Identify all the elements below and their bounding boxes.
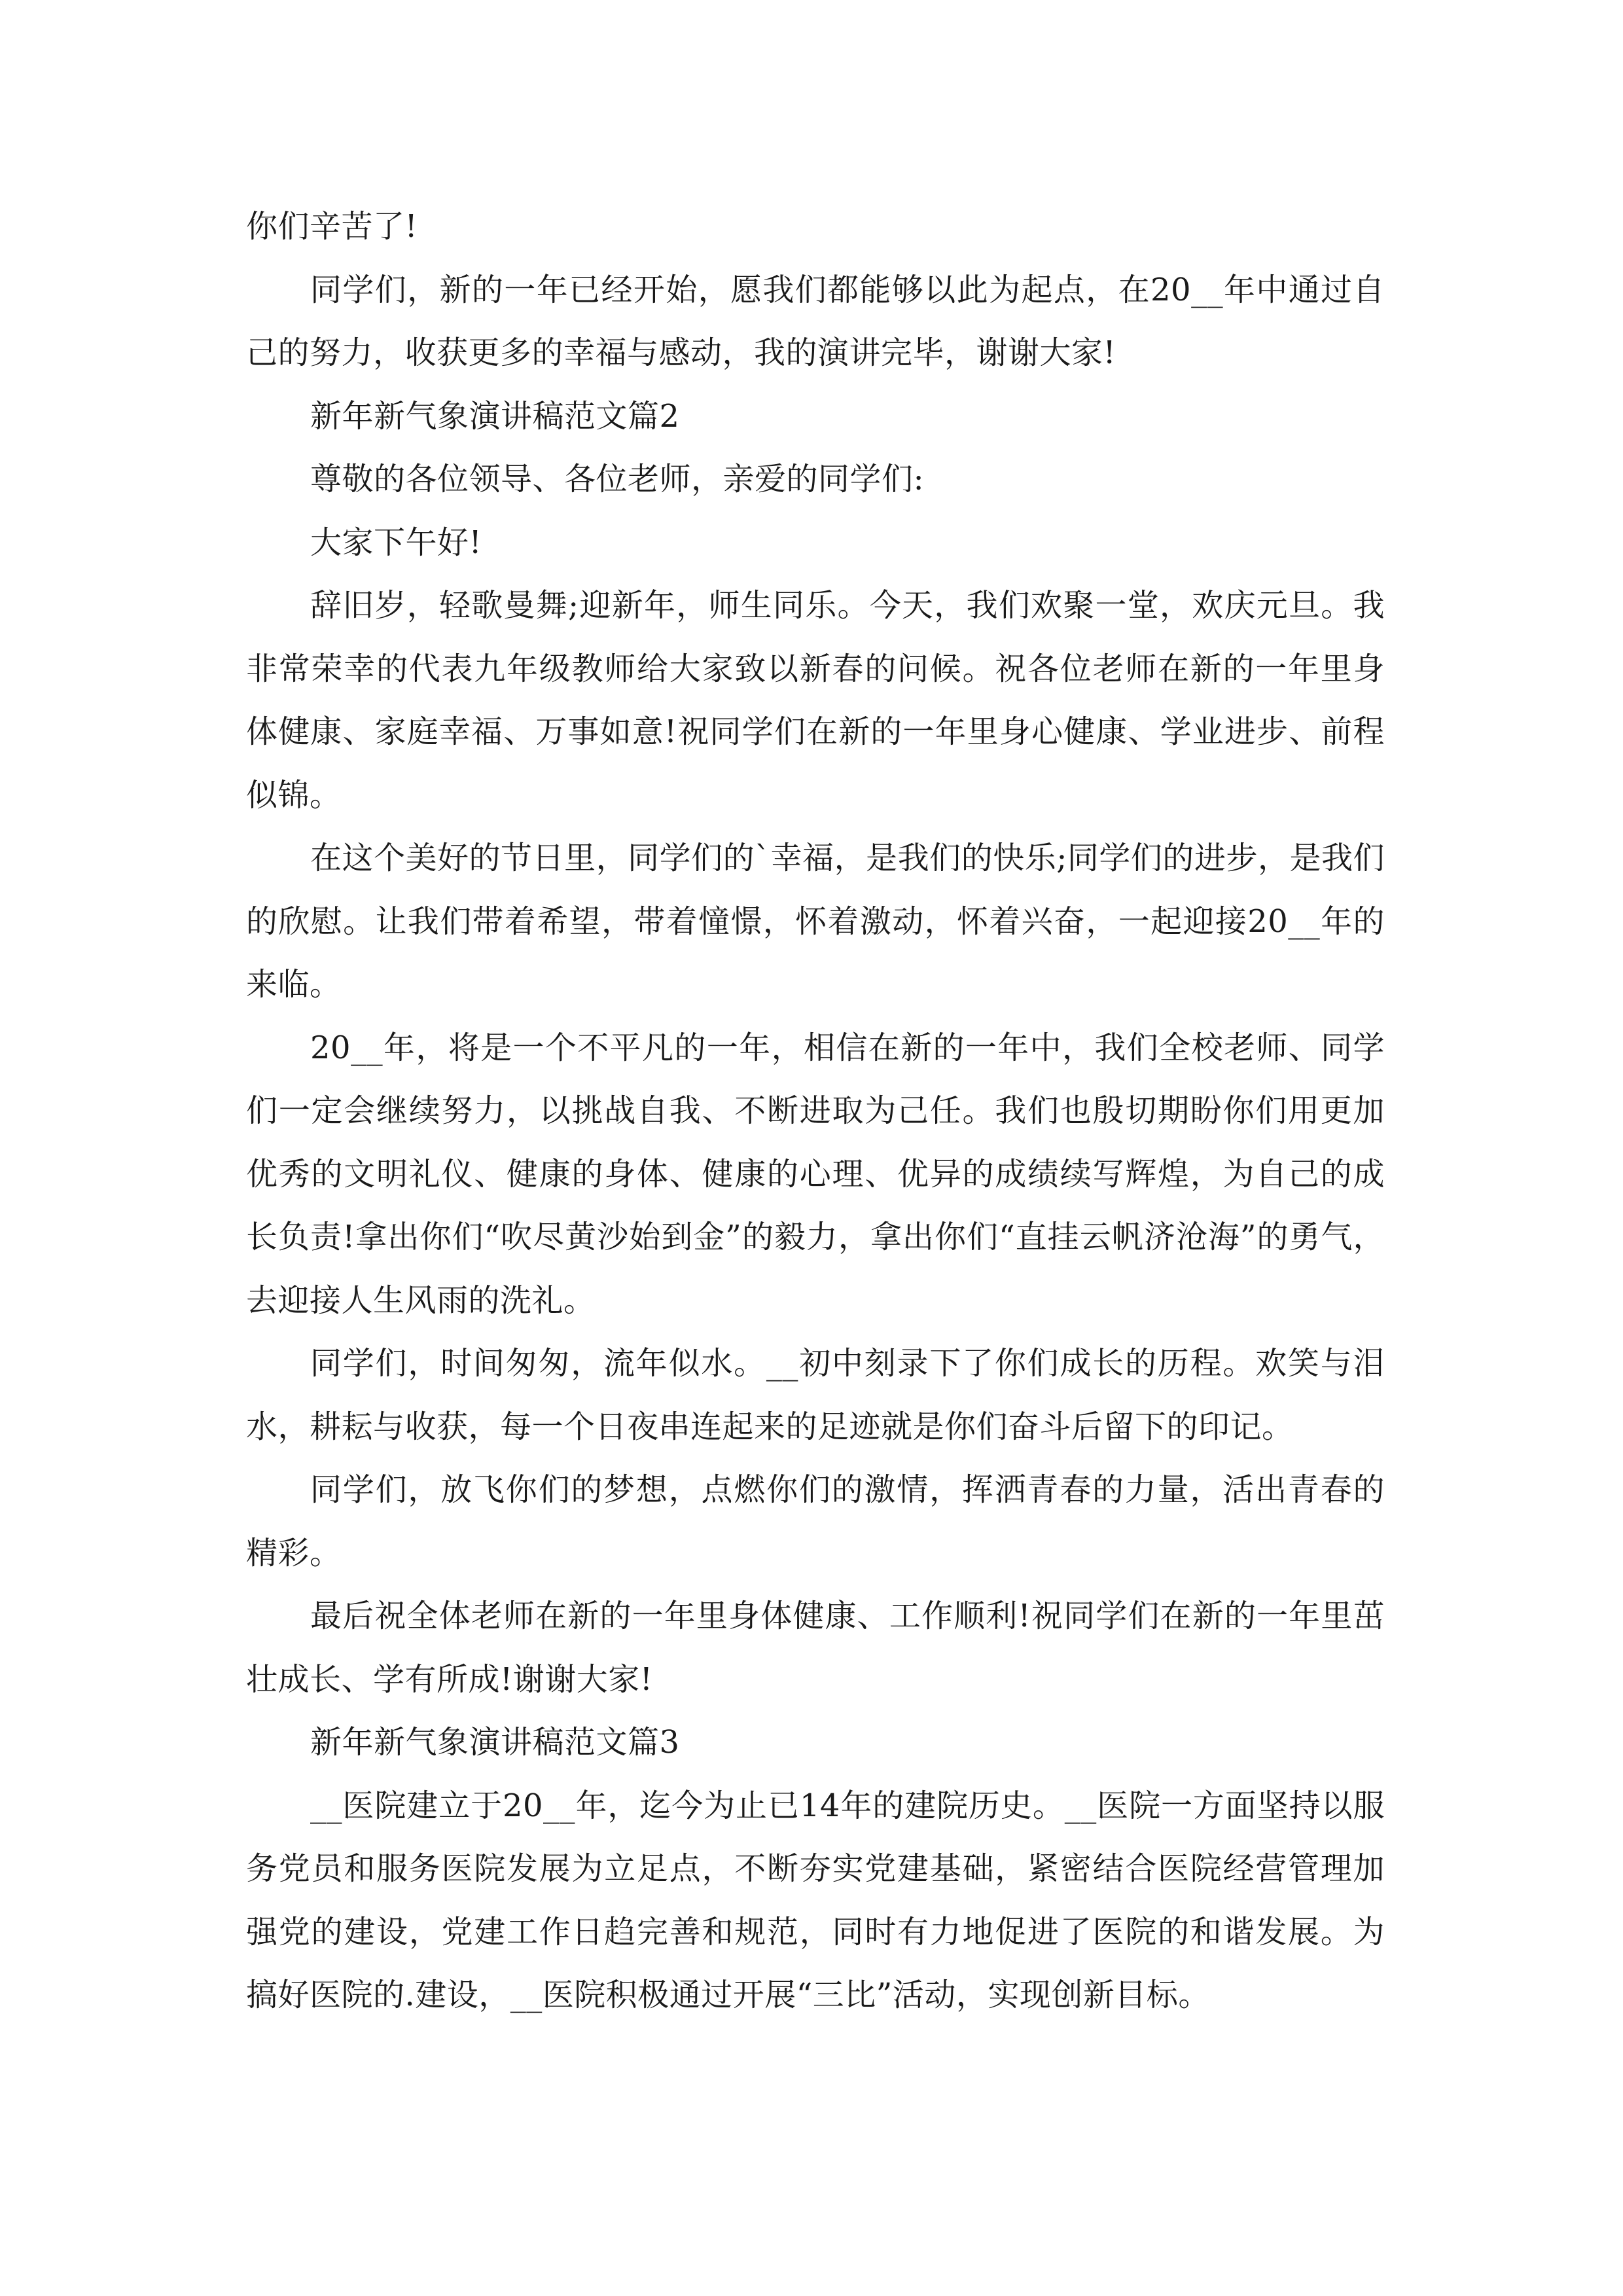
section-heading-2: 新年新气象演讲稿范文篇2 [310,397,680,435]
paragraph-salutation: 尊敬的各位领导、各位老师，亲爱的同学们: [310,461,925,497]
paragraph-time-flies: 同学们，时间匆匆，流年似水。__初中刻录下了你们成长的历程。欢笑与泪水，耕耘与收获，每一个日夜串连起来的足迹就是你们奋斗后留下的印记。 [246,1345,1385,1445]
paragraph-new-year-wishes: 辞旧岁，轻歌曼舞;迎新年，师生同乐。今天，我们欢聚一堂，欢庆元旦。我非常荣幸的代表九年级教师给大家致以新春的问候。祝各位老师在新的一年里身体健康、家庭幸福、万事如意!祝同学们在新的一年里身心健康、学业进步、前程似锦。 [246,587,1385,814]
paragraph-dreams: 同学们，放飞你们的梦想，点燃你们的激情，挥洒青春的力量，活出青春的精彩。 [246,1471,1385,1571]
paragraph-hospital: __医院建立于20__年，迄今为止已14年的建院历史。__医院一方面坚持以服务党员和服务医院发展为立足点，不断夯实党建基础，紧密结合医院经营管理加强党的建设，党建工作日趋完善和规范，同时有力地促进了医院的和谐发展。为搞好医院的.建设，__医院积极通过开展“三比”活动，实现创新目标。 [246,1787,1385,2013]
paragraph-festival: 在这个美好的节日里，同学们的`幸福，是我们的快乐;同学们的进步，是我们的欣慰。让我们带着希望，带着憧憬，怀着激动，怀着兴奋，一起迎接20__年的来临。 [246,840,1385,1003]
document-body [246,195,1385,2027]
paragraph-final-blessing: 最后祝全体老师在新的一年里身体健康、工作顺利!祝同学们在新的一年里茁壮成长、学有所成!谢谢大家! [246,1598,1385,1698]
paragraph-closing-thanks: 你们辛苦了! [246,208,418,245]
paragraph-closing-wishes: 同学们，新的一年已经开始，愿我们都能够以此为起点，在20__年中通过自己的努力，收获更多的幸福与感动，我的演讲完毕，谢谢大家! [246,271,1385,371]
paragraph-expectations: 20__年，将是一个不平凡的一年，相信在新的一年中，我们全校老师、同学们一定会继续努力，以挑战自我、不断进取为己任。我们也殷切期盼你们用更加优秀的文明礼仪、健康的身体、健康的心理、优异的成绩续写辉煌，为自己的成长负责!拿出你们“吹尽黄沙始到金”的毅力，拿出你们“直挂云帆济沧海”的勇气，去迎接人生风雨的洗礼。 [246,1029,1385,1319]
paragraph-greeting: 大家下午好! [310,524,482,561]
section-heading-3: 新年新气象演讲稿范文篇3 [310,1724,680,1761]
